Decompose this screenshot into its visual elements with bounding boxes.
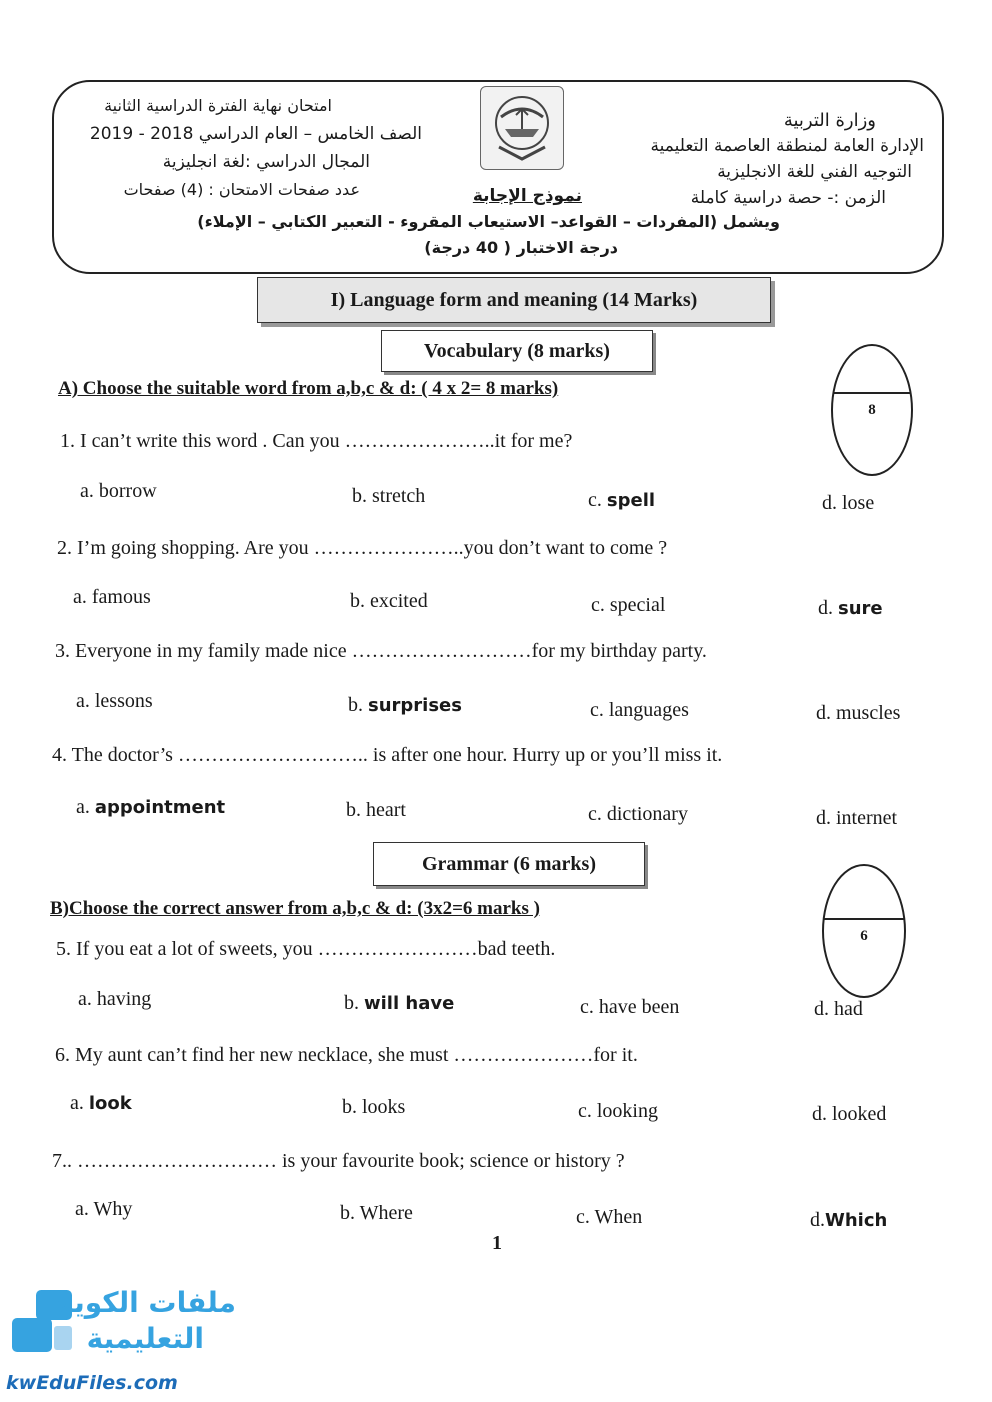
- question-5-option-a: a. having: [78, 988, 152, 1010]
- question-2-answer: sure: [838, 598, 883, 619]
- question-1-option-b: b. stretch: [352, 485, 426, 507]
- question-7-option-c: c. When: [576, 1206, 643, 1228]
- page-number: 1: [492, 1232, 502, 1254]
- question-2-option-c: c. special: [591, 594, 666, 616]
- question-4-option-b: b. heart: [346, 799, 406, 821]
- vocabulary-instruction: A) Choose the suitable word from a,b,c & d: ( 4 x 2= 8 marks): [58, 378, 559, 399]
- question-7-text: 7.. ………………………… is your favourite book; science or history ?: [52, 1150, 625, 1172]
- kuwait-emblem-icon: [480, 86, 564, 170]
- answer-model-label: نموذج الإجابة: [472, 186, 582, 206]
- question-2-text: 2. I’m going shopping. Are you …………………..you don’t want to come ?: [57, 537, 668, 559]
- question-3-option-a: a. lessons: [76, 690, 153, 712]
- grammar-banner: Grammar (6 marks): [373, 842, 645, 886]
- question-6-option-a: [70, 1092, 132, 1115]
- kwedufiles-watermark: [0, 1282, 250, 1402]
- question-2-option-d: [818, 597, 883, 620]
- option-letter: a.: [76, 796, 95, 818]
- question-6-option-b: b. looks: [342, 1096, 406, 1118]
- watermark-arabic-top: ملفات الكويت: [44, 1286, 236, 1319]
- question-3-option-b: [348, 694, 462, 717]
- option-letter: b.: [348, 694, 368, 716]
- question-4-option-a: [76, 796, 225, 819]
- question-3-option-d: d. muscles: [816, 702, 901, 724]
- vocabulary-score-value: 8: [868, 402, 876, 418]
- question-6-answer: look: [88, 1093, 132, 1114]
- question-7-answer: Which: [825, 1210, 888, 1231]
- exam-includes-line: ويشمل (المفردات – القواعد– الاستيعاب المقروء - التعبير الكتابي – الإملاء): [197, 212, 780, 231]
- option-letter: a.: [70, 1092, 89, 1114]
- header-english-supervision: التوجيه الفني للغة الانجليزية: [717, 162, 912, 182]
- question-6-text: 6. My aunt can’t find her new necklace, she must …………………for it.: [55, 1044, 638, 1066]
- header-subject: المجال الدراسي :لغة انجليزية: [162, 152, 370, 172]
- question-3-answer: surprises: [368, 695, 462, 716]
- option-letter: b.: [344, 992, 364, 1014]
- question-7-option-a: a. Why: [75, 1198, 133, 1220]
- watermark-site[interactable]: kwEduFiles.com: [6, 1372, 178, 1394]
- question-1-option-d: d. lose: [822, 492, 875, 514]
- question-1-option-c: [588, 489, 655, 512]
- question-4-option-d: d. internet: [816, 807, 898, 829]
- question-5-text: 5. If you eat a lot of sweets, you ……………………bad teeth.: [56, 938, 556, 960]
- grammar-score-oval: [822, 864, 906, 998]
- option-letter: d.: [818, 597, 838, 619]
- grammar-score-value: 6: [860, 928, 868, 944]
- vocabulary-score-oval: [831, 344, 913, 476]
- question-6-option-d: d. looked: [812, 1103, 887, 1125]
- header-ministry: وزارة التربية: [783, 110, 876, 131]
- header-page-count: عدد صفحات الامتحان : (4) صفحات: [123, 180, 360, 199]
- header-directorate: الإدارة العامة لمنطقة العاصمة التعليمية: [650, 136, 924, 156]
- question-2-option-b: b. excited: [350, 590, 428, 612]
- question-5-answer: will have: [364, 993, 455, 1014]
- question-1-answer: spell: [606, 490, 656, 511]
- grammar-instruction: B)Choose the correct answer from a,b,c & d: (3x2=6 marks ): [50, 898, 540, 919]
- question-5-option-b: [344, 992, 454, 1015]
- question-4-answer: appointment: [94, 797, 226, 818]
- question-3-text: 3. Everyone in my family made nice ………………………for my birthday party.: [55, 640, 707, 662]
- question-3-option-c: c. languages: [590, 699, 689, 721]
- question-1-option-a: a. borrow: [80, 480, 157, 502]
- question-5-option-d: d. had: [814, 998, 863, 1020]
- test-total-grade: درجة الاختبار ( 40 درجة): [424, 238, 618, 257]
- watermark-arabic-bottom: التعليمية: [86, 1322, 204, 1355]
- question-7-option-d: [810, 1209, 887, 1232]
- question-1-text: 1. I can’t write this word . Can you …………………..it for me?: [60, 430, 573, 452]
- vocabulary-banner: Vocabulary (8 marks): [381, 330, 653, 372]
- header-duration: الزمن :- حصة دراسية كاملة: [690, 188, 886, 208]
- question-7-option-b: b. Where: [340, 1202, 413, 1224]
- question-6-option-c: c. looking: [578, 1100, 658, 1122]
- question-4-text: 4. The doctor’s ……………………….. is after one hour. Hurry up or you’ll miss it.: [52, 744, 723, 766]
- option-letter: d.: [810, 1209, 825, 1231]
- question-2-option-a: a. famous: [73, 586, 151, 608]
- header-grade-year: الصف الخامس – العام الدراسي 2018 - 2019: [89, 124, 422, 144]
- question-4-option-c: c. dictionary: [588, 803, 688, 825]
- header-exam-period: امتحان نهاية الفترة الدراسية الثانية: [104, 96, 332, 115]
- option-letter: c.: [588, 489, 607, 511]
- section-title-banner: I) Language form and meaning (14 Marks): [257, 277, 771, 323]
- question-5-option-c: c. have been: [580, 996, 680, 1018]
